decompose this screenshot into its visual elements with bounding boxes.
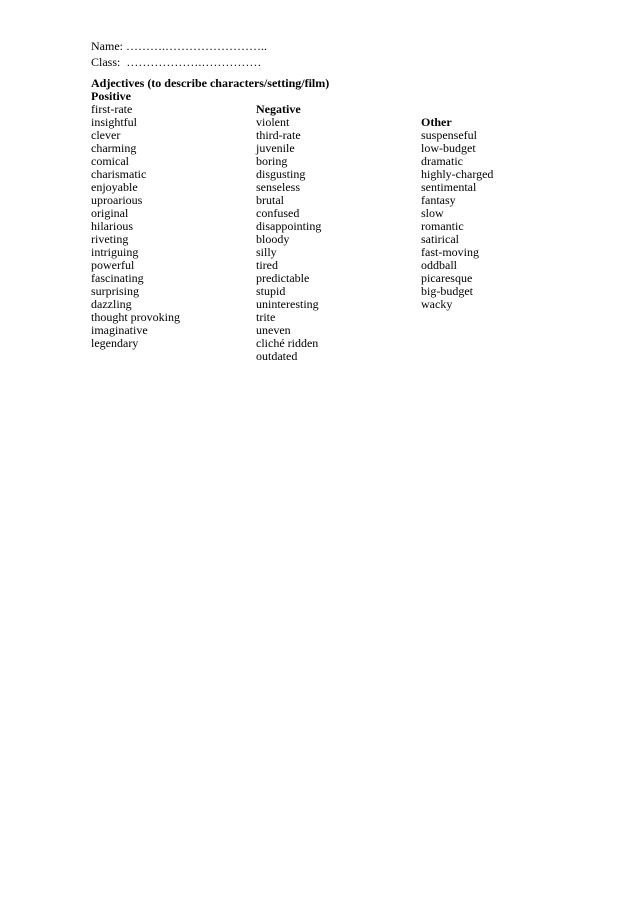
adjective-item: tired [256,258,278,272]
adjective-item: violent [256,115,290,129]
adjective-item: bloody [256,232,290,246]
adjective-item: fascinating [91,271,144,285]
adjective-item: uproarious [91,193,143,207]
adjective-item: hilarious [91,219,133,233]
adjective-item: clever [91,128,121,142]
adjective-item: riveting [91,232,129,246]
adjective-item: imaginative [91,323,148,337]
other-heading: Other [421,115,452,129]
adjective-item: dazzling [91,297,132,311]
adjective-item: surprising [91,284,139,298]
adjective-item: fantasy [421,193,456,207]
adjective-item: predictable [256,271,310,285]
adjective-item: brutal [256,193,284,207]
positive-adjectives-column [91,90,180,350]
adjective-item: fast-moving [421,245,479,259]
adjective-item: third-rate [256,128,301,142]
adjective-item: confused [256,206,300,220]
adjective-item: disgusting [256,167,306,181]
adjective-item: big-budget [421,284,473,298]
adjective-item: outdated [256,349,298,363]
name-field-line: Name: ……….…………………….. [91,39,267,53]
adjective-item: charming [91,141,137,155]
class-field-line: Class: ……………….…………… [91,55,262,69]
adjective-item: legendary [91,336,139,350]
adjective-item: juvenile [256,141,295,155]
adjective-item: oddball [421,258,457,272]
other-adjectives-column [421,116,493,311]
adjective-item: comical [91,154,129,168]
adjective-item: trite [256,310,276,324]
adjective-item: disappointing [256,219,322,233]
adjective-item: low-budget [421,141,476,155]
adjective-item: sentimental [421,180,477,194]
adjective-item: cliché ridden [256,336,319,350]
adjective-item: intriguing [91,245,139,259]
adjective-item: wacky [421,297,453,311]
adjective-item: thought provoking [91,310,180,324]
adjective-item: satirical [421,232,459,246]
negative-heading: Negative [256,102,301,116]
adjective-item: boring [256,154,288,168]
adjective-item: romantic [421,219,464,233]
adjective-item: slow [421,206,444,220]
adjective-item: stupid [256,284,286,298]
adjective-item: insightful [91,115,138,129]
positive-heading: Positive [91,89,131,103]
adjective-item: suspenseful [421,128,477,142]
adjective-item: uneven [256,323,291,337]
negative-adjectives-column [256,103,321,363]
adjective-item: highly-charged [421,167,494,181]
adjective-item: original [91,206,129,220]
adjective-item: powerful [91,258,135,272]
document-title: Adjectives (to describe characters/setting/film) [91,76,330,90]
adjective-item: silly [256,245,277,259]
adjective-item: picaresque [421,271,473,285]
adjective-item: uninteresting [256,297,319,311]
adjective-item: dramatic [421,154,463,168]
adjective-item: charismatic [91,167,147,181]
adjective-item: enjoyable [91,180,138,194]
adjective-item: first-rate [91,102,133,116]
adjective-item: senseless [256,180,300,194]
